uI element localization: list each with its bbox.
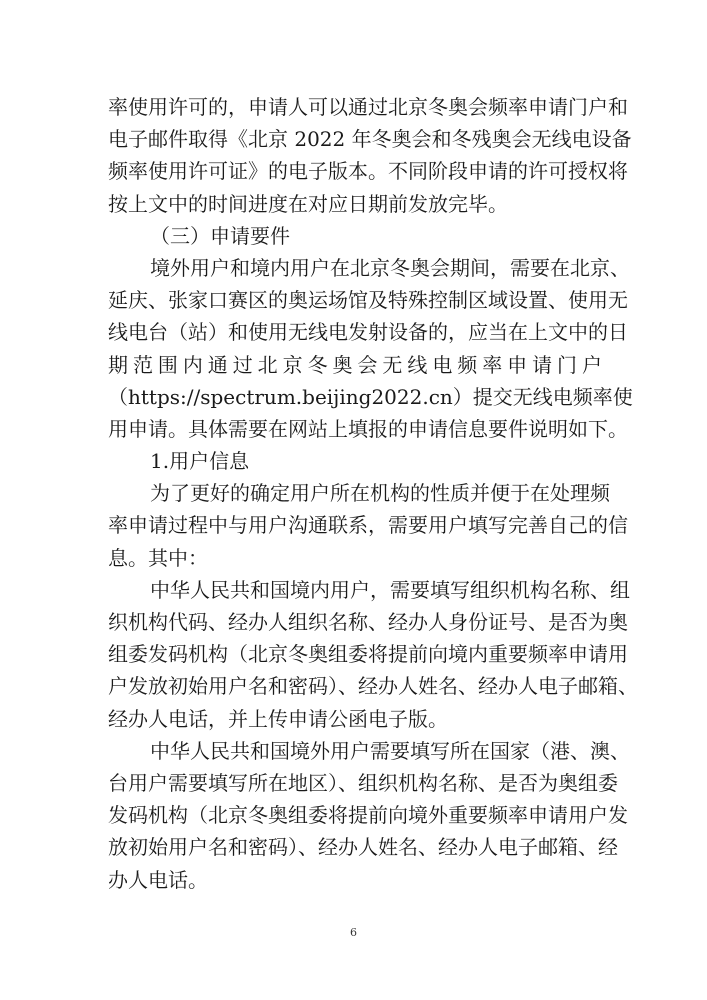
text-line: （三）申请要件: [150, 223, 290, 248]
text-line: 延庆、张家口赛区的奥运场馆及特殊控制区域设置、使用无: [108, 288, 628, 313]
text-line: 频率使用许可证》的电子版本。不同阶段申请的许可授权将: [108, 159, 628, 184]
text-line: 户发放初始用户名和密码）、经办人姓名、经办人电子邮箱、: [108, 674, 638, 699]
text-line: 中华人民共和国境内用户，需要填写组织机构名称、组: [150, 577, 630, 602]
text-line: 放初始用户名和密码）、经办人姓名、经办人电子邮箱、经: [108, 835, 618, 860]
text-line: 台用户需要填写所在地区）、组织机构名称、是否为奥组委: [108, 770, 618, 795]
text-line: 为了更好的确定用户所在机构的性质并便于在处理频: [150, 481, 610, 506]
text-line: 中华人民共和国境外用户需要填写所在国家（港、澳、: [150, 738, 630, 763]
text-line: 办人电话。: [108, 867, 208, 892]
paragraph: [108, 574, 638, 735]
text-line: 线电台（站）和使用无线电发射设备的，应当在上文中的日: [108, 320, 628, 345]
text-line: 组委发码机构（北京冬奥组委将提前向境内重要频率申请用: [108, 642, 628, 667]
text-line: 用申请。具体需要在网站上填报的申请信息要件说明如下。: [108, 416, 628, 441]
text-line: 率使用许可的，申请人可以通过北京冬奥会频率申请门户和: [108, 95, 628, 119]
text-line: 发码机构（北京冬奥组委将提前向境外重要频率申请用户发: [108, 803, 628, 828]
text-line: 率申请过程中与用户沟通联系，需要用户填写完善自己的信: [108, 513, 628, 538]
paragraph: [108, 477, 628, 574]
text-line: 经办人电话，并上传申请公函电子版。: [108, 706, 448, 731]
paragraph: [108, 91, 632, 220]
text-line: 息。其中：: [108, 545, 208, 570]
text-line: 电子邮件取得《北京 2022 年冬奥会和冬残奥会无线电设备: [108, 127, 632, 152]
paragraph: [108, 445, 602, 477]
text-line: 织机构代码、经办人组织名称、经办人身份证号、是否为奥: [108, 610, 628, 634]
text-line: 期范围内通过北京冬奥会无线电频率申请门户: [108, 352, 602, 377]
text-line: 按上文中的时间进度在对应日期前发放完毕。: [108, 191, 508, 216]
paragraph: [108, 735, 630, 896]
text-line: 1.用户信息: [150, 449, 250, 474]
paragraph: [108, 252, 633, 445]
text-line: 境外用户和境内用户在北京冬奥会期间，需要在北京、: [150, 255, 630, 280]
document-body: [108, 91, 638, 896]
paragraph: [108, 220, 602, 252]
text-line: （https://spectrum.beijing2022.cn）提交无线电频率使: [108, 384, 633, 409]
page-number: 6: [350, 926, 357, 939]
